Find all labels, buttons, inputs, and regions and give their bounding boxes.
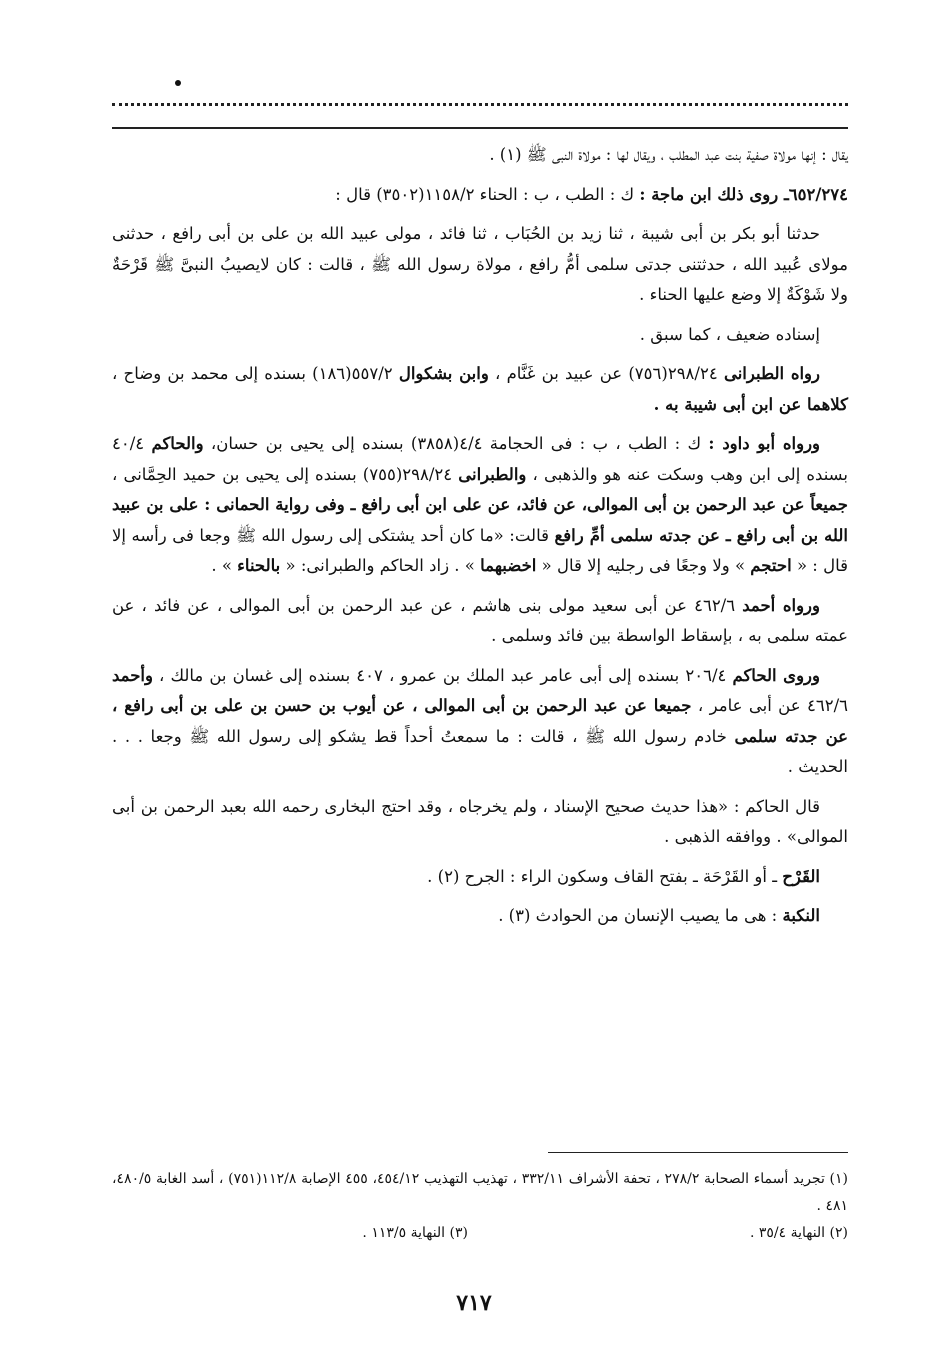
p8-f: خادم رسول الله ﷺ ، قالت : ما سمعتُ أحداً قط يشكو إلى رسول الله ﷺ وجعا . . . الحديث . — [112, 726, 848, 776]
p8-e: جميعا عن عبد الرحمن بن أبى الموالى ، عن أيوب بن حسن بن على بن أبى رافع ، عن جدته سلمى — [112, 696, 848, 746]
p9-text: قال الحاكم : «هذا حديث صحيح الإسناد ، ولم يخرجاه ، وقد احتج البخارى رحمه الله بعبد الرحمن بن أبى الموالى» . ووافقه الذهبى . — [112, 796, 848, 846]
p6-b: ك : الطب ، ب : فى الحجامة ٤/٤(٣٨٥٨) بسنده إلى يحيى بن حسان، — [203, 434, 709, 453]
hadith-text — [112, 219, 848, 311]
p5-b: ٢٩٨/٢٤(٧٥٦) عن عبيد بن غَنَّام ، — [488, 364, 724, 383]
p7-a: ورواه أحمد — [742, 595, 820, 615]
p11-a: النكبة — [782, 906, 820, 925]
p8-a: وروى الحاكم — [732, 665, 820, 685]
main-text — [112, 140, 848, 941]
p5-d: ٥٥٧/٢(١٨٦) بسنده إلى محمد بن وضاح ، — [112, 364, 399, 383]
footnote-rule — [548, 1152, 848, 1153]
p6-e: والطبرانى — [458, 464, 527, 484]
nakba-definition — [112, 901, 848, 932]
p8-b: ٢٠٦/٤ بسنده إلى أبى عامر عبد الملك بن عمرو ، ٤٠٧ بسنده إلى غسان بن مالك ، — [152, 665, 733, 685]
ahmad-paragraph — [112, 591, 848, 652]
p10-b: ـ أو القَرْحَة ـ بفتح القاف وسكون الراء : الجرح (٢) . — [427, 866, 783, 886]
footnotes — [112, 1166, 848, 1247]
p6-m: بالحناء — [237, 556, 281, 575]
abu-dawud-paragraph — [112, 429, 848, 582]
page-mark-dot — [175, 80, 181, 86]
p5-a: رواه الطبرانى — [723, 364, 820, 383]
p5-c: وابن بشكوال — [398, 364, 489, 383]
p6-a: ورواه أبو داود : — [708, 434, 820, 453]
p1-text: يقال : إنها مولاة صفية بنت عبد المطلب ، ويقال لها : مولاة النبى ﷺ (١) . — [489, 145, 848, 164]
p11-b: : هى ما يصيب الإنسان من الحوادث (٣) . — [498, 906, 783, 925]
page-number: ٧١٧ — [456, 1290, 492, 1316]
footnote-1: (١) تجريد أسماء الصحابة ٢٧٨/٢ ، تحفة الأشراف ٣٣٢/١١ ، تهذيب التهذيب ٤٥٤/١٢، ٤٥٥ الإصابة ١١٢/٨(٧٥١) ، أسد الغابة ٤٨٠/٥، ٤٨١ . — [112, 1171, 848, 1214]
p6-d: ٤٠/٤ بسنده إلى ابن وهب وسكت عنه هو والذهبى ، — [112, 434, 848, 484]
qarh-definition — [112, 862, 848, 893]
p8-d: ٤٦٢/٦ عن أبى عامر ، — [691, 696, 848, 715]
hadith-heading — [112, 180, 848, 211]
hakim-quote-paragraph — [112, 792, 848, 853]
p6-g: جميعاً عن عبد الرحمن بن أبى الموالى، عن فائد، عن على ابن أبى رافع ـ وفى رواية الحمانى : على بن عبيد الله بن أبى رافع ـ عن جدته سلمى أمِّ رافع — [112, 495, 848, 545]
p6-f: ٢٩٨/٢٤(٧٥٥) بسنده إلى يحيى بن حميد الحِمَّانى ، — [112, 464, 459, 484]
tabarani-paragraph — [112, 359, 848, 420]
hadith-number: ٦٥٢/٢٧٤ـ روى ذلك ابن ماجة : — [639, 184, 848, 204]
footnote-row-2-3 — [112, 1220, 848, 1247]
p3-text: حدثنا أبو بكر بن أبى شيبة ، ثنا زيد بن الحُبَاب ، ثنا فائد ، مولى عبيد الله بن على بن أبى رافع ، حدثنى مولاى عُبيد الله ، حدثتنى جدتى سلمى أمُّ رافع ، مولاة رسول الله ﷺ ، قالت : كان لايصيبُ النبىَّ ﷺ قَرْحَةٌ ولا شَوْكَةٌ إلا وضع عليها الحناء . — [112, 224, 848, 304]
p6-l: » . زاد الحاكم والطبرانى: « — [280, 556, 481, 575]
dotted-header-rule — [112, 103, 848, 106]
footnote-2: (٢) النهاية ٣٥/٤ . — [749, 1225, 848, 1241]
p6-h: قالت: «ما كان أحد يشتكى إلى رسول الله ﷺ وجعا فى رأسه إلا قال : « — [112, 525, 848, 575]
hakim-paragraph — [112, 661, 848, 783]
footnote-3: (٣) النهاية ١١٣/٥ . — [362, 1225, 468, 1241]
p8-c: وأحمد — [112, 665, 153, 685]
header-rule — [112, 127, 848, 129]
p6-c: والحاكم — [151, 434, 204, 453]
p6-k: اخضبهما — [480, 556, 537, 575]
p6-j: » ولا وجعًا فى رجليه إلا قال « — [536, 556, 751, 575]
p4-text: إسناده ضعيف ، كما سبق . — [639, 324, 820, 344]
hadith-source: ك : الطب ، ب : الحناء ١١٥٨/٢(٣٥٠٢) قال : — [335, 184, 640, 204]
isnad-grade — [112, 320, 848, 351]
p6-i: احتجم — [750, 556, 792, 575]
p6-n: » . — [211, 556, 238, 575]
paragraph-1 — [112, 140, 848, 171]
p5-e: كلاهما عن ابن أبى شيبة به . — [653, 394, 848, 414]
p7-b: ٤٦٢/٦ عن أبى سعيد مولى بنى هاشم ، عن عبد الرحمن بن أبى الموالى ، عن فائد ، عن عمته سلمى به ، بإسقاط الواسطة بين فائد وسلمى . — [112, 595, 848, 645]
p10-a: القَرْح — [782, 866, 820, 886]
